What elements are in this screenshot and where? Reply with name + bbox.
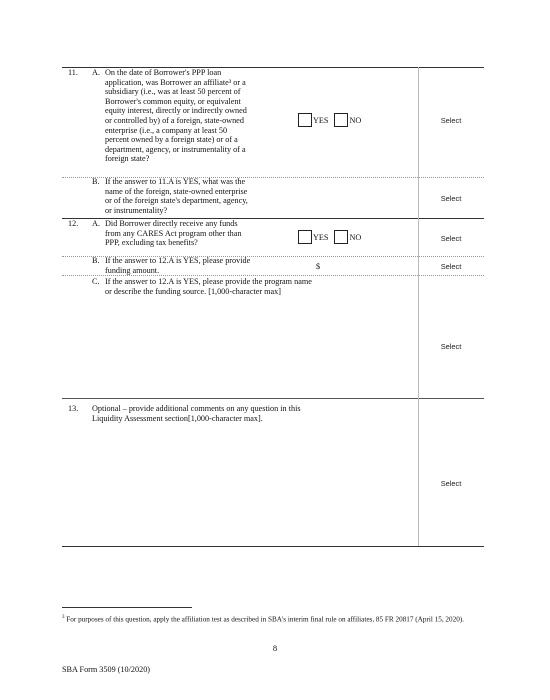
question-11a-yes-label: YES [313, 115, 329, 125]
page-number: 8 [272, 643, 278, 653]
form-id: SBA Form 3509 (10/2020) [62, 665, 151, 674]
question-12c-select[interactable]: Select [440, 341, 462, 351]
question-12a-text: Did Borrower directly receive any funds from any CARES Act program other than PPP, excluding tax benefits? [105, 219, 242, 248]
question-11a-no-checkbox[interactable] [334, 113, 348, 127]
question-12a-letter: A. [92, 219, 100, 228]
question-11a-letter: A. [92, 68, 100, 77]
question-11a-select[interactable]: Select [440, 115, 462, 125]
footnote [62, 613, 492, 624]
question-12a-yes-checkbox[interactable] [298, 230, 312, 244]
question-11a-no-label: NO [349, 115, 362, 125]
question-12b-letter: B. [92, 256, 100, 265]
row-divider-13 [62, 398, 484, 399]
question-13-number: 13. [68, 404, 79, 413]
question-11a-options [298, 112, 367, 128]
table-bottom-rule [62, 546, 484, 547]
question-12c-text: If the answer to 12.A is YES, please provide the program name or describe the funding source. [1,000-character max] [105, 277, 312, 296]
question-11b-text: If the answer to 11.A is YES, what was the name of the foreign, state-owned enterprise or of the foreign state's department, agency, or instrumentality? [105, 177, 248, 215]
question-11b-select[interactable]: Select [440, 193, 462, 203]
question-12a-no-label: NO [349, 232, 362, 242]
question-12-number: 12. [68, 219, 79, 228]
question-11a-yes-checkbox[interactable] [298, 113, 312, 127]
question-12a-yes-label: YES [313, 232, 329, 242]
question-12b-text: If the answer to 12.A is YES, please provide funding amount. [105, 256, 251, 275]
question-11-number: 11. [68, 68, 78, 77]
question-11b-letter: B. [92, 177, 100, 186]
question-12a-options [298, 229, 367, 245]
question-12a-no-checkbox[interactable] [334, 230, 348, 244]
question-13-text: Optional – provide additional comments on any question in this Liquidity Assessment section[1,000-character max]. [92, 404, 301, 423]
question-11a-text: On the date of Borrower's PPP loan application, was Borrower an affiliate³ or a subsidiary (i.e., was at least 50 percent of Borrower's common equity, or equivalent equity interest, directly or indirectly owned or controlled by) of a foreign, state-owned enterprise (i.e., a company at least 50 percent owned by a foreign state) or of a department, agency, or instrumentality of a foreign state? [105, 68, 247, 164]
question-13-select[interactable]: Select [440, 478, 462, 488]
footnote-marker: 3 [62, 615, 65, 620]
question-12b-select[interactable]: Select [440, 261, 462, 271]
question-12a-select[interactable]: Select [440, 233, 462, 243]
footnote-text: For purposes of this question, apply the affiliation test as described in SBA's interim final rule on affiliates, 85 FR 20817 (April 15, 2020). [66, 615, 464, 624]
footnote-rule [62, 607, 192, 608]
question-12b-currency: $ [316, 262, 321, 271]
question-12c-letter: C. [92, 277, 100, 286]
